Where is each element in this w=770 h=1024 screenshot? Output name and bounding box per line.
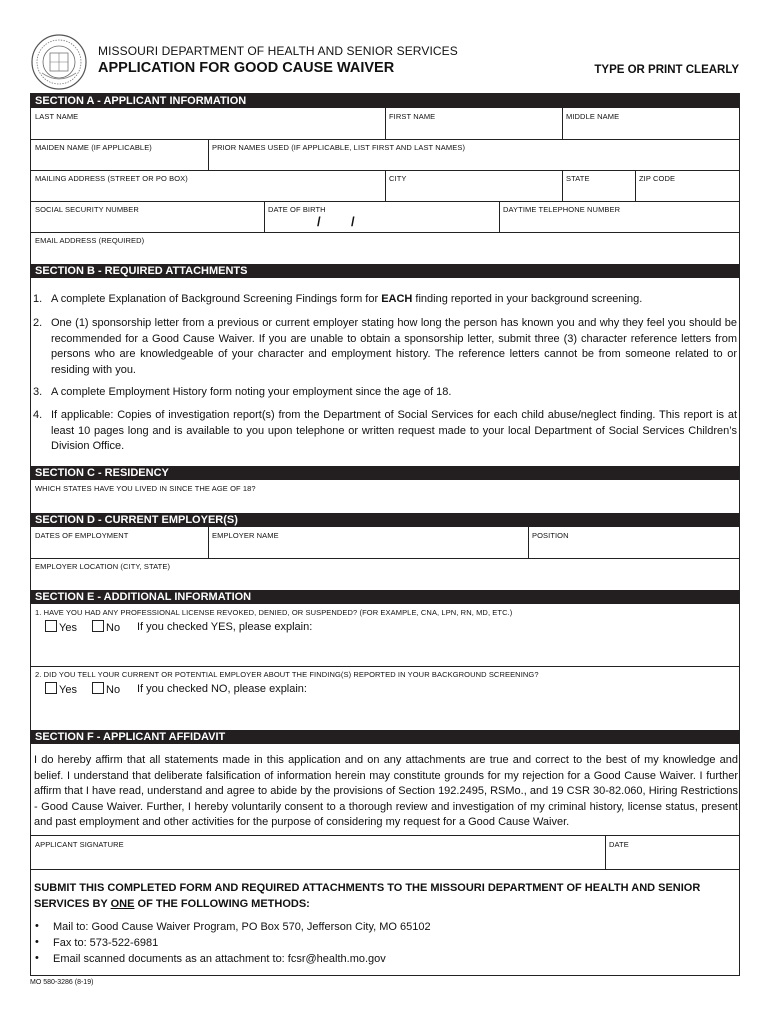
checkbox[interactable] — [92, 620, 104, 632]
section-c-header: SECTION C - RESIDENCY — [31, 466, 739, 480]
states-lived-field[interactable] — [31, 480, 739, 512]
daytime-phone-label: DAYTIME TELEPHONE NUMBER — [503, 205, 621, 214]
signature-field[interactable] — [31, 835, 605, 869]
form-frame — [30, 93, 740, 976]
email-method: Email scanned documents as an attachment to: fcsr@health.mo.gov — [53, 953, 386, 965]
missouri-state-seal-icon — [30, 33, 88, 91]
employer-fields[interactable] — [31, 527, 739, 558]
ssn-label: SOCIAL SECURITY NUMBER — [35, 205, 139, 214]
mailing-address-label: MAILING ADDRESS (STREET OR PO BOX) — [35, 174, 188, 183]
mail-method: Mail to: Good Cause Waiver Program, PO Box 570, Jefferson City, MO 65102 — [53, 921, 431, 933]
q2-no-option[interactable]: No — [92, 682, 120, 696]
prior-names-label: PRIOR NAMES USED (IF APPLICABLE, LIST FIRST AND LAST NAMES) — [212, 143, 466, 152]
zip-code-label: ZIP CODE — [639, 174, 676, 183]
state-label: STATE — [566, 174, 590, 183]
attachment-item-3: 3. A complete Employment History form noting your employment since the age of 18. — [33, 386, 452, 398]
employer-told-question: 2. DID YOU TELL YOUR CURRENT OR POTENTIAL EMPLOYER ABOUT THE FINDING(S) REPORTED IN YOUR BACKGROUND SCREENING? — [35, 670, 539, 679]
checkbox[interactable] — [45, 620, 57, 632]
bullet: • — [35, 920, 39, 932]
dob-separator: / — [351, 214, 355, 229]
employer-location-field[interactable] — [31, 558, 739, 589]
address-fields[interactable] — [31, 170, 739, 201]
q1-no-option[interactable]: No — [92, 620, 120, 634]
city-label: CITY — [389, 174, 407, 183]
section-b-header: SECTION B - REQUIRED ATTACHMENTS — [31, 264, 739, 278]
q1-explanation-field[interactable] — [31, 634, 739, 666]
applicant-signature-label: APPLICANT SIGNATURE — [35, 840, 124, 849]
fax-method: Fax to: 573-522-6981 — [53, 937, 159, 949]
agency-name: MISSOURI DEPARTMENT OF HEALTH AND SENIOR SERVICES — [98, 44, 458, 58]
first-name-label: FIRST NAME — [389, 112, 436, 121]
last-first-middle-name-fields[interactable] — [31, 108, 739, 139]
type-or-print-notice: TYPE OR PRINT CLEARLY — [594, 64, 739, 76]
form-number: MO 580-3286 (8-19) — [30, 979, 94, 986]
license-revoked-question: 1. HAVE YOU HAD ANY PROFESSIONAL LICENSE REVOKED, DENIED, OR SUSPENDED? (FOR EXAMPLE, CNA, LPN, RN, MD, ETC.) — [35, 608, 513, 617]
section-a-header: SECTION A - APPLICANT INFORMATION — [31, 94, 739, 108]
section-f-header: SECTION F - APPLICANT AFFIDAVIT — [31, 730, 739, 744]
checkbox[interactable] — [92, 682, 104, 694]
q1-explain-label: If you checked YES, please explain: — [137, 621, 313, 633]
date-of-birth-label: DATE OF BIRTH — [268, 205, 326, 214]
q2-yes-option[interactable]: Yes — [45, 682, 77, 696]
position-label: POSITION — [532, 531, 569, 540]
maiden-name-label: MAIDEN NAME (IF APPLICABLE) — [35, 143, 152, 152]
email-address-label: EMAIL ADDRESS (REQUIRED) — [35, 236, 145, 245]
dob-separator: / — [317, 214, 321, 229]
checkbox[interactable] — [45, 682, 57, 694]
date-label: DATE — [609, 840, 629, 849]
dates-of-employment-label: DATES OF EMPLOYMENT — [35, 531, 129, 540]
form-title: APPLICATION FOR GOOD CAUSE WAIVER — [98, 60, 395, 76]
q2-explanation-field[interactable] — [31, 696, 739, 728]
section-e-header: SECTION E - ADDITIONAL INFORMATION — [31, 590, 739, 604]
signature-date-field[interactable] — [606, 835, 739, 869]
section-d-header: SECTION D - CURRENT EMPLOYER(S) — [31, 513, 739, 527]
attachment-item-4: 4. If applicable: Copies of investigation report(s) from the Department of Social Services for each child abuse/neglect finding. This report is at least 10 pages long and is available to you upon telephone or written request made to your local Department of Social Services Children’s Division Office. — [33, 409, 737, 452]
maiden-and-prior-names-fields[interactable] — [31, 139, 739, 170]
employer-name-label: EMPLOYER NAME — [212, 531, 279, 540]
bullet: • — [35, 952, 39, 964]
q1-yes-option[interactable]: Yes — [45, 620, 77, 634]
states-lived-label: WHICH STATES HAVE YOU LIVED IN SINCE THE AGE OF 18? — [35, 484, 256, 493]
last-name-label: LAST NAME — [35, 112, 79, 121]
submit-instructions: SUBMIT THIS COMPLETED FORM AND REQUIRED ATTACHMENTS TO THE MISSOURI DEPARTMENT OF HEALTH AND SENIOR SERVICES BY ONE OF THE FOLLOWING METHODS: — [34, 882, 701, 910]
attachment-item-2: 2. One (1) sponsorship letter from a previous or current employer stating how long the person has known you and why they feel you should be recommended for a Good Cause Waiver. If you are unable to obtain a sponsorship letter, submit three (3) character reference letters from persons who are knowledgeable of your character and employment history. The reference letters cannot be from someone related to or residing with you. — [33, 317, 737, 376]
ssn-dob-phone-fields[interactable] — [31, 201, 739, 232]
affidavit-text: I do hereby affirm that all statements made in this application and on any attachments are true and correct to the best of my knowledge and belief. I understand that deliberate falsification of information herein may constitute grounds for my rejection for a Good Cause Waiver. I further affirm that I have read, understand and agree to abide by the provisions of Section 192.2495, RSMo., and 19 CSR 30-82.060, Hiring Restrictions - Good Cause Waiver. Further, I hereby voluntarily consent to a thorough review and investigation of my criminal history, license status, present and past employment and other activities for the purpose of considering my request for a Good Cause Waiver. — [34, 754, 738, 828]
middle-name-label: MIDDLE NAME — [566, 112, 620, 121]
employer-location-label: EMPLOYER LOCATION (CITY, STATE) — [35, 562, 171, 571]
email-field[interactable] — [31, 232, 739, 263]
q2-explain-label: If you checked NO, please explain: — [137, 683, 307, 695]
attachment-item-1: 1. A complete Explanation of Background Screening Findings form for EACH finding reported in your background screening. — [33, 293, 643, 305]
bullet: • — [35, 936, 39, 948]
